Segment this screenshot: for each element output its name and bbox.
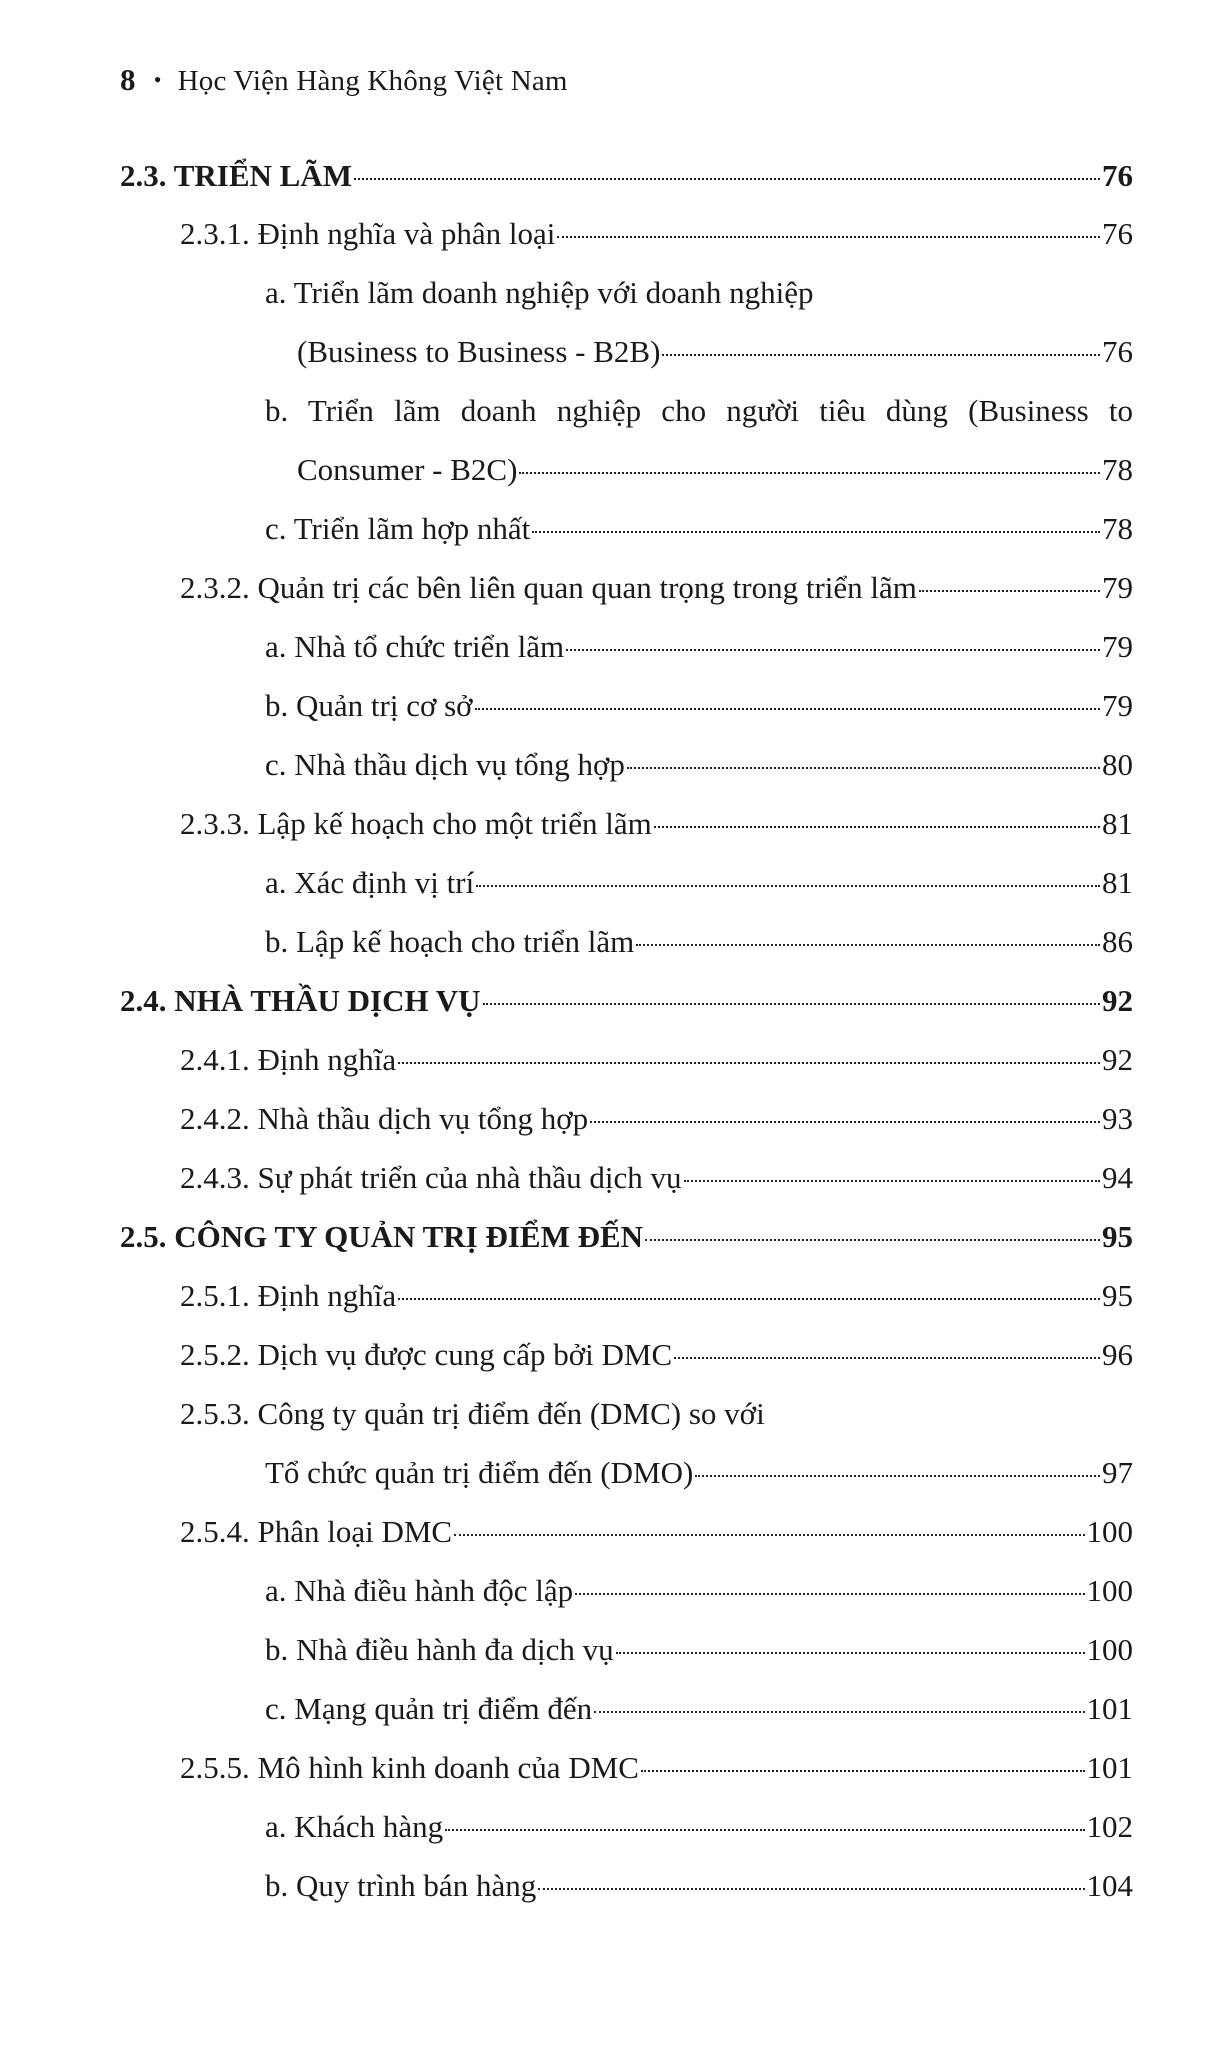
- toc-entry-item: [297, 450, 1133, 490]
- dot-leader: [454, 1534, 1084, 1536]
- toc-entry-item: a. Triển lãm doanh nghiệp với doanh nghiệp: [265, 275, 814, 310]
- toc-entry-title: a. Nhà điều hành độc lập: [265, 1573, 574, 1608]
- toc-entry-section: [120, 1217, 1133, 1257]
- toc-entry-title: b. Nhà điều hành đa dịch vụ: [265, 1632, 614, 1667]
- toc-entry-page: 79: [1102, 629, 1133, 664]
- toc-entry-page: 76: [1102, 216, 1133, 251]
- toc-entry-page: 78: [1102, 452, 1133, 487]
- toc-entry-subsection: [180, 1748, 1133, 1788]
- toc-entry-subsection: [180, 1040, 1133, 1080]
- toc-entry-subsection: [180, 804, 1133, 844]
- header-separator: •: [153, 67, 162, 92]
- toc-entry-page: 81: [1102, 806, 1133, 841]
- dot-leader: [483, 1003, 1100, 1005]
- toc-entry-title: 2.5.4. Phân loại DMC: [180, 1514, 453, 1549]
- dot-leader: [475, 708, 1100, 710]
- toc-entry-page: 101: [1086, 1750, 1133, 1785]
- toc-entry-title: 2.4. NHÀ THẦU DỊCH VỤ: [120, 983, 481, 1018]
- toc-entry-item: [265, 1689, 1133, 1729]
- toc-entry-subsection: [180, 214, 1133, 254]
- dot-leader: [641, 1770, 1085, 1772]
- toc-entry-title: Consumer - B2C): [297, 452, 518, 487]
- toc-entry-subsection: [180, 1099, 1133, 1139]
- toc-entry-title: 2.5. CÔNG TY QUẢN TRỊ ĐIỂM ĐẾN: [120, 1219, 644, 1254]
- toc-entry-subsection: [180, 568, 1133, 608]
- toc-entry-page: 94: [1102, 1160, 1133, 1195]
- toc-entry-page: 95: [1102, 1219, 1133, 1254]
- dot-leader: [594, 1711, 1084, 1713]
- toc-entry-title: a. Xác định vị trí: [265, 865, 475, 900]
- toc-entry-title: 2.4.2. Nhà thầu dịch vụ tổng hợp: [180, 1101, 589, 1136]
- dot-leader: [636, 944, 1100, 946]
- toc-entry-page: 97: [1102, 1455, 1133, 1490]
- toc-entry-page: 86: [1102, 924, 1133, 959]
- dot-leader: [532, 531, 1100, 533]
- toc-entry-page: 92: [1102, 1042, 1133, 1077]
- dot-leader: [919, 590, 1100, 592]
- toc-entry-page: 104: [1086, 1868, 1133, 1903]
- toc-entry-subsection: [180, 1512, 1133, 1552]
- toc-entry-title: 2.3.1. Định nghĩa và phân loại: [180, 216, 556, 251]
- toc-entry-page: 102: [1086, 1809, 1133, 1844]
- dot-leader: [538, 1888, 1084, 1890]
- dot-leader: [627, 767, 1100, 769]
- toc-entry-page: 96: [1102, 1337, 1133, 1372]
- toc-entry-item: [297, 332, 1133, 372]
- toc-entry-title: a. Nhà tổ chức triển lãm: [265, 629, 565, 664]
- page-number: 8: [120, 62, 136, 97]
- dot-leader: [575, 1593, 1084, 1595]
- book-title: Học Viện Hàng Không Việt Nam: [177, 65, 568, 97]
- toc-entry-title: c. Nhà thầu dịch vụ tổng hợp: [265, 747, 625, 782]
- toc-entry-title: 2.5.5. Mô hình kinh doanh của DMC: [180, 1750, 639, 1785]
- toc-entry-title: 2.3. TRIỂN LÃM: [120, 158, 352, 193]
- toc-entry-item: [265, 1866, 1133, 1906]
- dot-leader: [674, 1357, 1100, 1359]
- toc-entry-title: Tổ chức quản trị điểm đến (DMO): [265, 1455, 694, 1490]
- toc-entry-subsection: 2.5.3. Công ty quản trị điểm đến (DMC) so với: [180, 1396, 765, 1431]
- toc-entry-page: 80: [1102, 747, 1133, 782]
- dot-leader: [654, 826, 1100, 828]
- toc-entry-subsection: [180, 1276, 1133, 1316]
- toc-entry-item: [265, 863, 1133, 903]
- toc-entry-title: 2.4.1. Định nghĩa: [180, 1042, 397, 1077]
- dot-leader: [519, 472, 1100, 474]
- toc-entry-item: [265, 922, 1133, 962]
- toc-entry-item: [265, 1807, 1133, 1847]
- toc-entry-title: c. Mạng quản trị điểm đến: [265, 1691, 593, 1726]
- dot-leader: [445, 1829, 1084, 1831]
- toc-entry-title: 2.3.3. Lập kế hoạch cho một triển lãm: [180, 806, 652, 841]
- toc-entry-title: (Business to Business - B2B): [297, 334, 661, 369]
- dot-leader: [590, 1121, 1100, 1123]
- dot-leader: [662, 354, 1100, 356]
- dot-leader: [695, 1475, 1100, 1477]
- toc-entry-page: 101: [1086, 1691, 1133, 1726]
- toc-entry-item: [265, 686, 1133, 726]
- toc-entry-subsection: [180, 1158, 1133, 1198]
- toc-entry-title: b. Quy trình bán hàng: [265, 1868, 537, 1903]
- dot-leader: [566, 649, 1100, 651]
- toc-entry-title: 2.5.1. Định nghĩa: [180, 1278, 397, 1313]
- dot-leader: [557, 236, 1100, 238]
- toc-entry-title: b. Quản trị cơ sở: [265, 688, 473, 723]
- toc-entry-subsection: [180, 1335, 1133, 1375]
- toc-entry-page: 81: [1102, 865, 1133, 900]
- toc-entry-subsection: [265, 1453, 1133, 1493]
- dot-leader: [645, 1239, 1100, 1241]
- toc-entry-section: [120, 156, 1133, 196]
- toc-entry-page: 100: [1086, 1514, 1133, 1549]
- toc-entry-page: 78: [1102, 511, 1133, 546]
- toc-entry-page: 92: [1102, 983, 1133, 1018]
- toc-entry-page: 79: [1102, 570, 1133, 605]
- toc-entry-page: 100: [1086, 1573, 1133, 1608]
- toc-entry-title: b. Lập kế hoạch cho triển lãm: [265, 924, 635, 959]
- toc-entry-title: 2.4.3. Sự phát triển của nhà thầu dịch vụ: [180, 1160, 682, 1195]
- dot-leader: [398, 1298, 1100, 1300]
- toc-entry-section: [120, 981, 1133, 1021]
- toc-entry-title: 2.3.2. Quản trị các bên liên quan quan trọng trong triển lãm: [180, 570, 917, 605]
- toc-entry-item: [265, 745, 1133, 785]
- toc-entry-item: b. Triển lãm doanh nghiệp cho người tiêu dùng (Business to: [265, 393, 1133, 428]
- toc-entry-page: 76: [1102, 158, 1133, 193]
- toc-entry-page: 79: [1102, 688, 1133, 723]
- dot-leader: [476, 885, 1100, 887]
- running-header: [120, 62, 568, 98]
- dot-leader: [354, 178, 1100, 180]
- toc-entry-title: a. Khách hàng: [265, 1809, 444, 1844]
- toc-entry-page: 76: [1102, 334, 1133, 369]
- toc-entry-title: 2.5.2. Dịch vụ được cung cấp bởi DMC: [180, 1337, 673, 1372]
- toc-entry-page: 93: [1102, 1101, 1133, 1136]
- dot-leader: [398, 1062, 1100, 1064]
- toc-entry-item: [265, 1571, 1133, 1611]
- dot-leader: [616, 1652, 1085, 1654]
- toc-entry-page: 95: [1102, 1278, 1133, 1313]
- toc-entry-title: c. Triển lãm hợp nhất: [265, 511, 531, 546]
- toc-entry-item: [265, 509, 1133, 549]
- toc-entry-page: 100: [1086, 1632, 1133, 1667]
- toc-entry-item: [265, 627, 1133, 667]
- dot-leader: [684, 1180, 1101, 1182]
- toc-entry-item: [265, 1630, 1133, 1670]
